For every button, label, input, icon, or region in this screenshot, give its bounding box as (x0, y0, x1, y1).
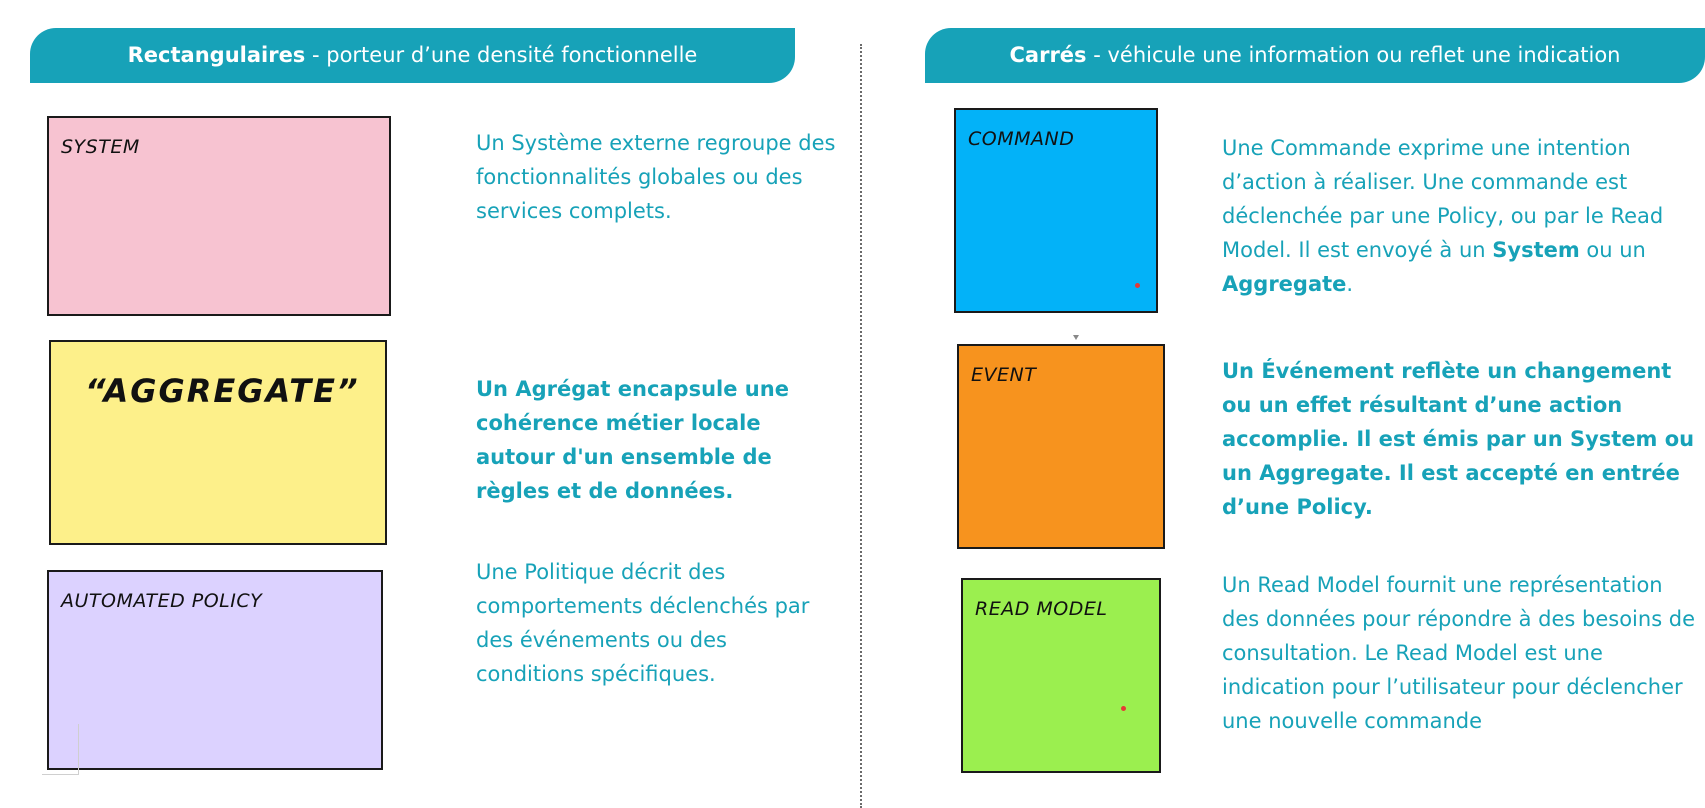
red-dot-marker (1121, 706, 1126, 711)
command-description-text-2: ou un (1579, 238, 1646, 262)
system-note (47, 116, 391, 316)
right-header (925, 28, 1705, 83)
event-description: Un Événement reflète un changement ou un effet résultant d’une action accomplie. Il est émis par un System ou un Aggregate. Il est accepté en entrée d’une Policy. (1222, 359, 1695, 519)
command-description-text-3: . (1346, 272, 1354, 296)
automated-policy-note-title: AUTOMATED POLICY (61, 590, 263, 612)
connector-tick (1073, 335, 1079, 340)
command-note (954, 108, 1158, 313)
right-header-bold: Carrés (1009, 43, 1087, 67)
system-description: Un Système externe regroupe des fonctionnalités globales ou des services complets. (476, 131, 836, 223)
command-note-title: COMMAND (968, 128, 1075, 150)
event-note (957, 344, 1165, 549)
column-divider (860, 44, 862, 808)
left-header (30, 28, 795, 83)
automated-policy-note (47, 570, 383, 770)
automated-policy-description: Une Politique décrit des comportements déclenchés par des événements ou des conditions spécifiques. (476, 560, 810, 686)
read-model-note-title: READ MODEL (975, 598, 1108, 620)
aggregate-note-title: “AGGREGATE” (85, 372, 360, 410)
aggregate-note (49, 340, 387, 545)
left-header-text: - porteur d’une densité fonctionnelle (305, 43, 698, 67)
command-description-bold-aggregate: Aggregate (1222, 272, 1347, 296)
aggregate-description: Un Agrégat encapsule une cohérence métier locale autour d'un ensemble de règles et de données. (476, 377, 789, 503)
command-description-text-1: Une Commande exprime une intention d’action à réaliser. Une commande est déclenchée par une Policy, ou par le Read Model. Il est envoyé à un (1222, 136, 1664, 262)
system-note-title: SYSTEM (61, 136, 140, 158)
left-header-bold: Rectangulaires (127, 43, 306, 67)
command-description-bold-system: System (1492, 238, 1580, 262)
red-dot-marker (1135, 283, 1140, 288)
right-header-text: - véhicule une information ou reflet une indication (1086, 43, 1621, 67)
read-model-description: Un Read Model fournit une représentation des données pour répondre à des besoins de consultation. Le Read Model est une indication pour l’utilisateur pour déclencher une nouvelle commande (1222, 573, 1696, 733)
command-description (1222, 131, 1697, 301)
corner-mark (42, 724, 79, 775)
event-note-title: EVENT (971, 364, 1037, 386)
read-model-note (961, 578, 1161, 773)
